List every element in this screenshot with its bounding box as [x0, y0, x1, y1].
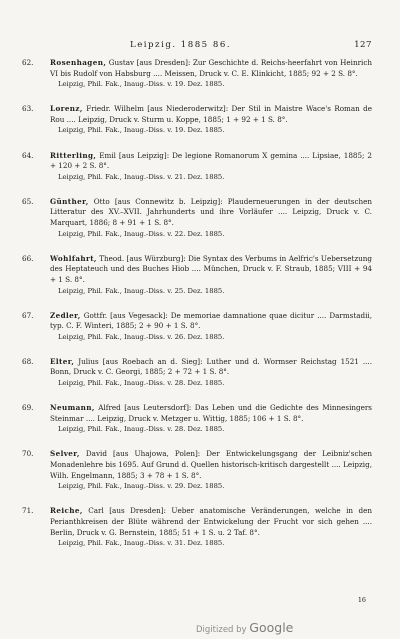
entry-note: Leipzig, Phil. Fak., Inaug.-Diss. v. 28. Dez. 1885.: [58, 379, 225, 388]
watermark-brand: Google: [249, 620, 294, 635]
running-title: Leipzig. 1885 86.: [130, 40, 232, 50]
entry-body: [50, 357, 372, 378]
list-item: [22, 254, 372, 296]
entry-number: 71.: [22, 506, 34, 516]
entry-note: Leipzig, Phil. Fak., Inaug.-Diss. v. 22. Dez. 1885.: [58, 229, 225, 238]
entry-body: [50, 254, 372, 286]
author-name: Ritterling,: [50, 150, 97, 160]
entry-number: 63.: [22, 104, 34, 114]
entry-number: 66.: [22, 253, 34, 263]
entry-number: 67.: [22, 310, 34, 320]
author-name: Elter,: [50, 356, 75, 366]
entry-text: Gottfr. [aus Vegesack]: De memoriae damnatione quae dicitur .... Darmstadii, typ. C. F. Winteri, 1885; 2 + 90 + 1 S. 8°.: [50, 310, 372, 331]
entry-text: Otto [aus Connewitz b. Leipzig]: Plauderneuerungen in der deutschen Litteratur des XV.–XVII. Jahrhunderts und ihre Vorläufer .... Leipzig, Druck v. C. Marquart, 1886; 8 + 91 + 1 S. 8°.: [50, 196, 372, 228]
list-item: [22, 506, 372, 548]
entry-number: 62.: [22, 58, 34, 67]
entry-text: Gustav [aus Dresden]: Zur Geschichte d. Reichs-heerfahrt von Heinrich VI bis Rudolf von Habsburg .... Meissen, Druck v. C. E. Klinkicht, 1885; 92 + 2 S. 8°.: [50, 58, 372, 78]
entry-body: [50, 197, 372, 229]
list-item: [22, 197, 372, 239]
entry-text: David [aus Uhajowa, Polen]: Der Entwickelungsgang der Leibniz'schen Monadenlehre bis 1695. Auf Grund d. Quellen historisch-kritisch dargestellt .... Leipzig, Wilh. Engelmann, 1885; 3 + 78 + 1 S. 8°.: [50, 449, 372, 480]
entry-body: [50, 151, 372, 172]
author-name: Lorenz,: [50, 104, 83, 114]
entry-text: Emil [aus Leipzig]: De legione Romanorum X gemina .... Lipsiae, 1885; 2 + 120 + 2 S. 8°.: [50, 150, 372, 171]
author-name: Rosenhagen,: [50, 58, 107, 67]
author-name: Zedler,: [50, 310, 81, 320]
author-name: Neumann,: [50, 403, 95, 413]
author-name: Wohlfahrt,: [50, 253, 97, 263]
entry-note: Leipzig, Phil. Fak., Inaug.-Diss. v. 25. Dez. 1885.: [58, 286, 225, 295]
entry-number: 69.: [22, 403, 34, 413]
entry-body: [50, 403, 372, 424]
list-item: [22, 357, 372, 389]
entry-text: Theod. [aus Würzburg]: Die Syntax des Verbums in Aelfric's Uebersetzung des Heptateuch und des Buches Hiob .... München, Druck v. F. Straub, 1885; VIII + 94 + 1 S. 8°.: [50, 253, 372, 284]
watermark-prefix: Digitized by: [196, 625, 247, 635]
entry-body: [50, 58, 372, 79]
list-item: [22, 403, 372, 435]
entry-note: Leipzig, Phil. Fak., Inaug.-Diss. v. 19. Dez. 1885.: [58, 80, 225, 89]
entry-list: [22, 58, 372, 563]
entry-note: Leipzig, Phil. Fak., Inaug.-Diss. v. 21. Dez. 1885.: [58, 172, 225, 181]
entry-body: [50, 506, 372, 538]
entry-note: Leipzig, Phil. Fak., Inaug.-Diss. v. 31. Dez. 1885.: [58, 539, 225, 548]
entry-note: Leipzig, Phil. Fak., Inaug.-Diss. v. 28. Dez. 1885.: [58, 425, 225, 434]
page-number: 127: [354, 40, 372, 50]
entry-text: Alfred [aus Leutersdorf]: Das Leben und die Gedichte des Minnesingers Steinmar .... Leipzig, Druck v. Metzger u. Wittig, 1885; 106 + 1 S. 8°.: [50, 403, 372, 423]
page-header: [54, 40, 372, 54]
entry-number: 68.: [22, 356, 34, 366]
author-name: Reiche,: [50, 506, 83, 516]
entry-note: Leipzig, Phil. Fak., Inaug.-Diss. v. 29. Dez. 1885.: [58, 482, 225, 491]
author-name: Günther,: [50, 196, 89, 206]
list-item: [22, 151, 372, 183]
list-item: [22, 449, 372, 491]
signature-mark: 16: [357, 596, 366, 604]
entry-body: [50, 104, 372, 125]
entry-number: 70.: [22, 449, 34, 459]
entry-text: Friedr. Wilhelm [aus Niederoderwitz]: Der Stil in Maistre Wace's Roman de Rou .... Leipzig, Druck v. Sturm u. Koppe, 1885; 1 + 92 + 1 S. 8°.: [50, 104, 372, 124]
list-item: [22, 58, 372, 90]
entry-body: [50, 449, 372, 481]
list-item: [22, 311, 372, 343]
entry-text: Julius [aus Roebach an d. Sieg]: Luther und d. Wormser Reichstag 1521 .... Bonn, Druck v. C. Georgi, 1885; 2 + 72 + 1 S. 8°.: [50, 356, 372, 377]
entry-note: Leipzig, Phil. Fak., Inaug.-Diss. v. 19. Dez. 1885.: [58, 126, 225, 135]
entry-body: [50, 311, 372, 332]
entry-text: Carl [aus Dresden]: Ueber anatomische Veränderungen, welche in den Perianthkreisen der Blüte während der Entwickelung der Frucht vor sich gehen .... Berlin, Druck v. G. Bernstein, 1885; 51 + 1 S. u. 2 Taf. 8°.: [50, 506, 372, 537]
entry-number: 65.: [22, 196, 34, 206]
list-item: [22, 104, 372, 136]
entry-number: 64.: [22, 150, 34, 160]
entry-note: Leipzig, Phil. Fak., Inaug.-Diss. v. 26. Dez. 1885.: [58, 332, 225, 341]
author-name: Selver,: [50, 449, 80, 459]
digitization-watermark: [196, 620, 293, 635]
